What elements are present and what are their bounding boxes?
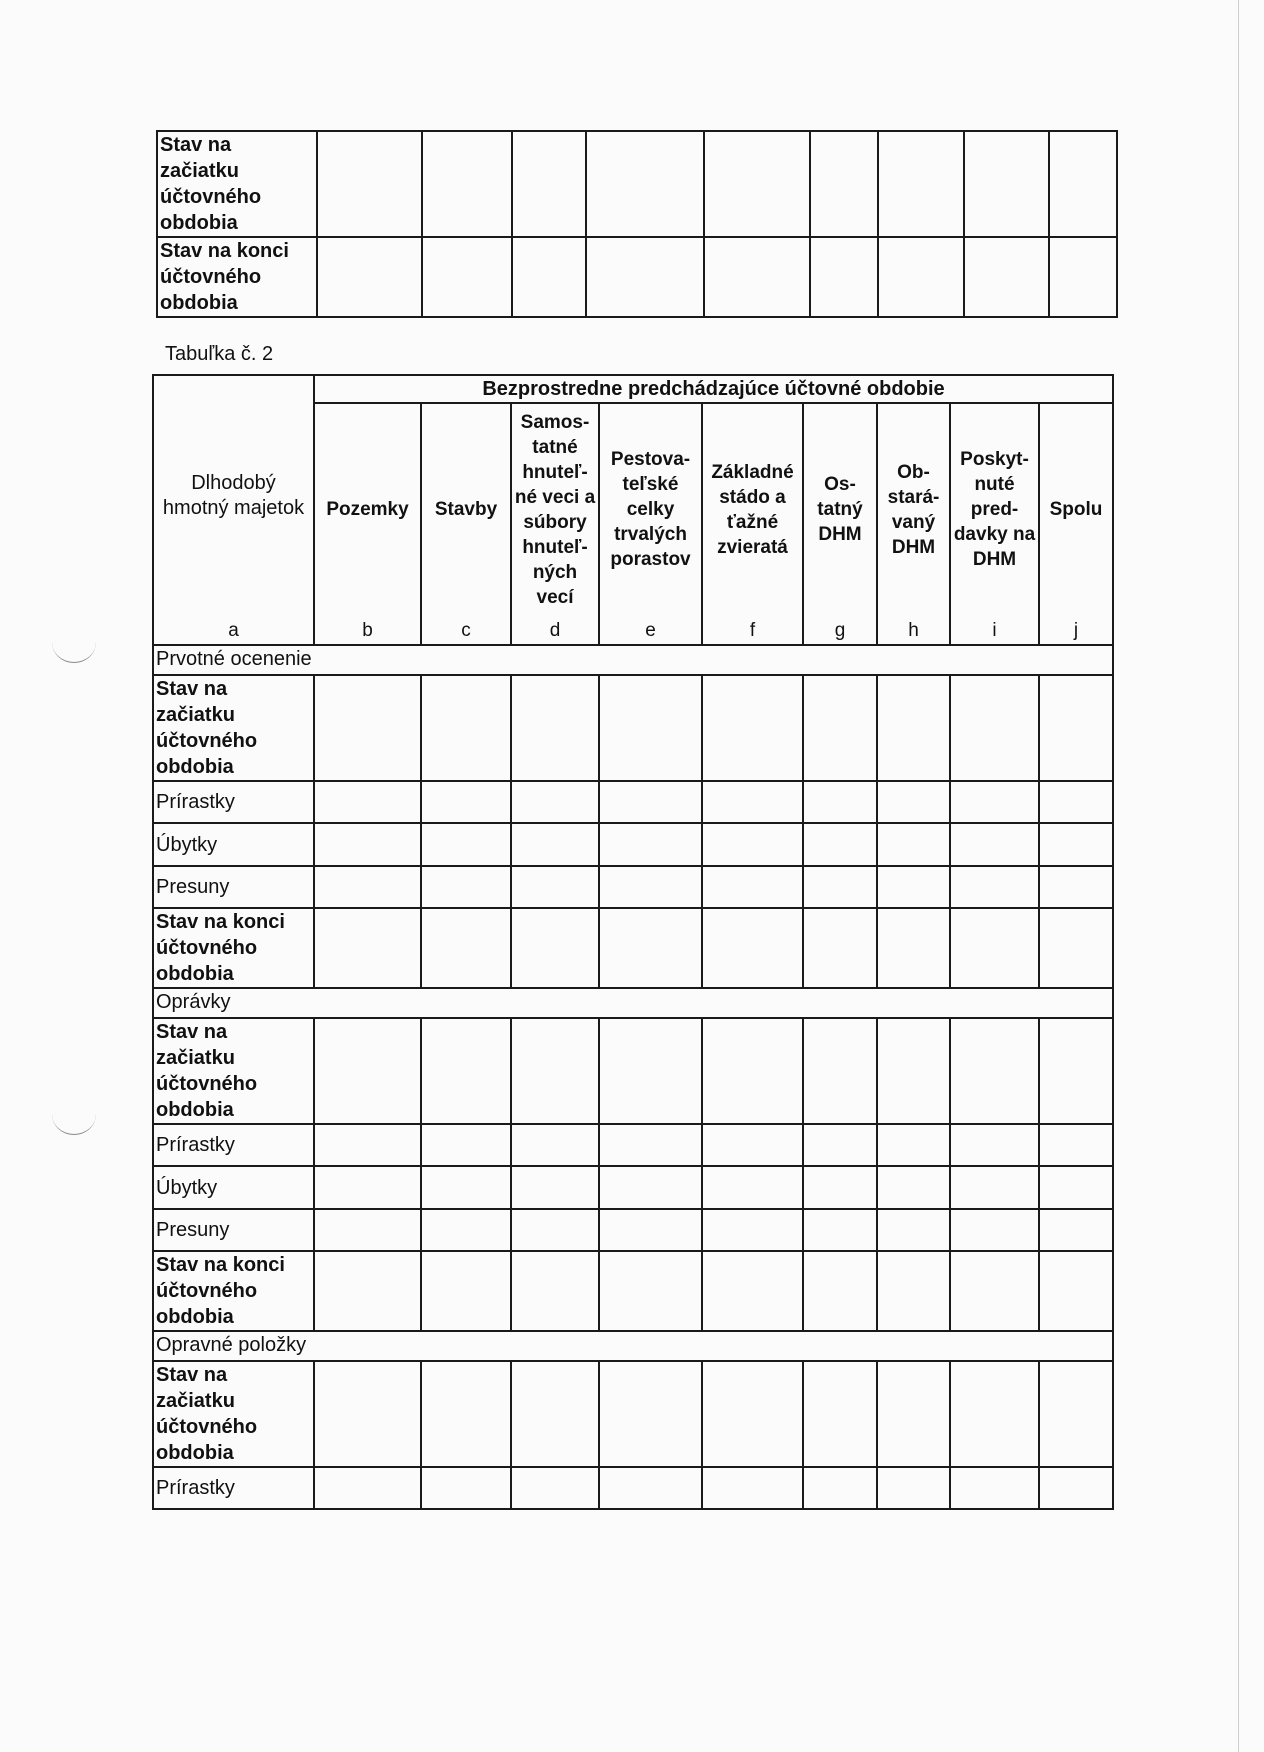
column-letter: h [877,615,950,645]
column-letter: a [153,615,314,645]
group-header: Bezprostredne predchádzajúce účtovné obdobie [314,375,1113,403]
row-label: Stav na začiatku účtovného obdobia [157,131,317,237]
table-row [153,823,1113,866]
column-letter: c [421,615,511,645]
column-header: Pozemky [314,403,421,615]
row-label: Úbytky [153,1166,314,1209]
column-header: Poskyt-nuté pred-davky na DHM [950,403,1039,615]
row-label: Stav na konci účtovného obdobia [157,237,317,317]
column-letter: f [702,615,803,645]
column-header: Samos-tatné hnuteľ-né veci a súbory hnuteľ-ných vecí [511,403,599,615]
column-letter: e [599,615,702,645]
column-letter: g [803,615,877,645]
table-row [153,781,1113,823]
table-row [157,237,1117,317]
column-header: Stavby [421,403,511,615]
table-row [153,1251,1113,1331]
row-header: Dlhodobý hmotný majetok [153,375,314,615]
section-title-row [153,645,1113,675]
column-header: Spolu [1039,403,1113,615]
table-2 [152,374,1114,1510]
section-title: Opravné položky [153,1331,1113,1361]
row-label: Stav na začiatku účtovného obdobia [153,675,314,781]
table-row [153,1166,1113,1209]
row-label: Úbytky [153,823,314,866]
table-row [153,866,1113,908]
row-label: Prírastky [153,1467,314,1509]
table-row [157,131,1117,237]
row-label: Stav na konci účtovného obdobia [153,1251,314,1331]
row-label: Presuny [153,1209,314,1251]
table-row [153,1209,1113,1251]
row-label: Stav na začiatku účtovného obdobia [153,1361,314,1467]
table-1 [156,130,1118,318]
table-row [153,1361,1113,1467]
row-label: Stav na konci účtovného obdobia [153,908,314,988]
column-letter: d [511,615,599,645]
column-letter: j [1039,615,1113,645]
column-header: Pestova-teľské celky trvalých porastov [599,403,702,615]
punch-hole-mark [52,622,96,663]
punch-hole-mark [52,1094,96,1135]
section-title: Prvotné ocenenie [153,645,1113,675]
column-letter: i [950,615,1039,645]
table-row [153,675,1113,781]
column-header: Ob-stará-vaný DHM [877,403,950,615]
table-row [153,1467,1113,1509]
column-letter: b [314,615,421,645]
table-row [153,1124,1113,1166]
section-title-row [153,1331,1113,1361]
table-caption: Tabuľka č. 2 [165,343,274,365]
table-row [153,1018,1113,1124]
column-letters-row [153,615,1113,645]
column-header: Os-tatný DHM [803,403,877,615]
section-title: Oprávky [153,988,1113,1018]
table-row [153,908,1113,988]
column-header: Základné stádo a ťažné zvieratá [702,403,803,615]
row-label: Prírastky [153,781,314,823]
row-label: Presuny [153,866,314,908]
row-label: Stav na začiatku účtovného obdobia [153,1018,314,1124]
section-title-row [153,988,1113,1018]
row-label: Prírastky [153,1124,314,1166]
